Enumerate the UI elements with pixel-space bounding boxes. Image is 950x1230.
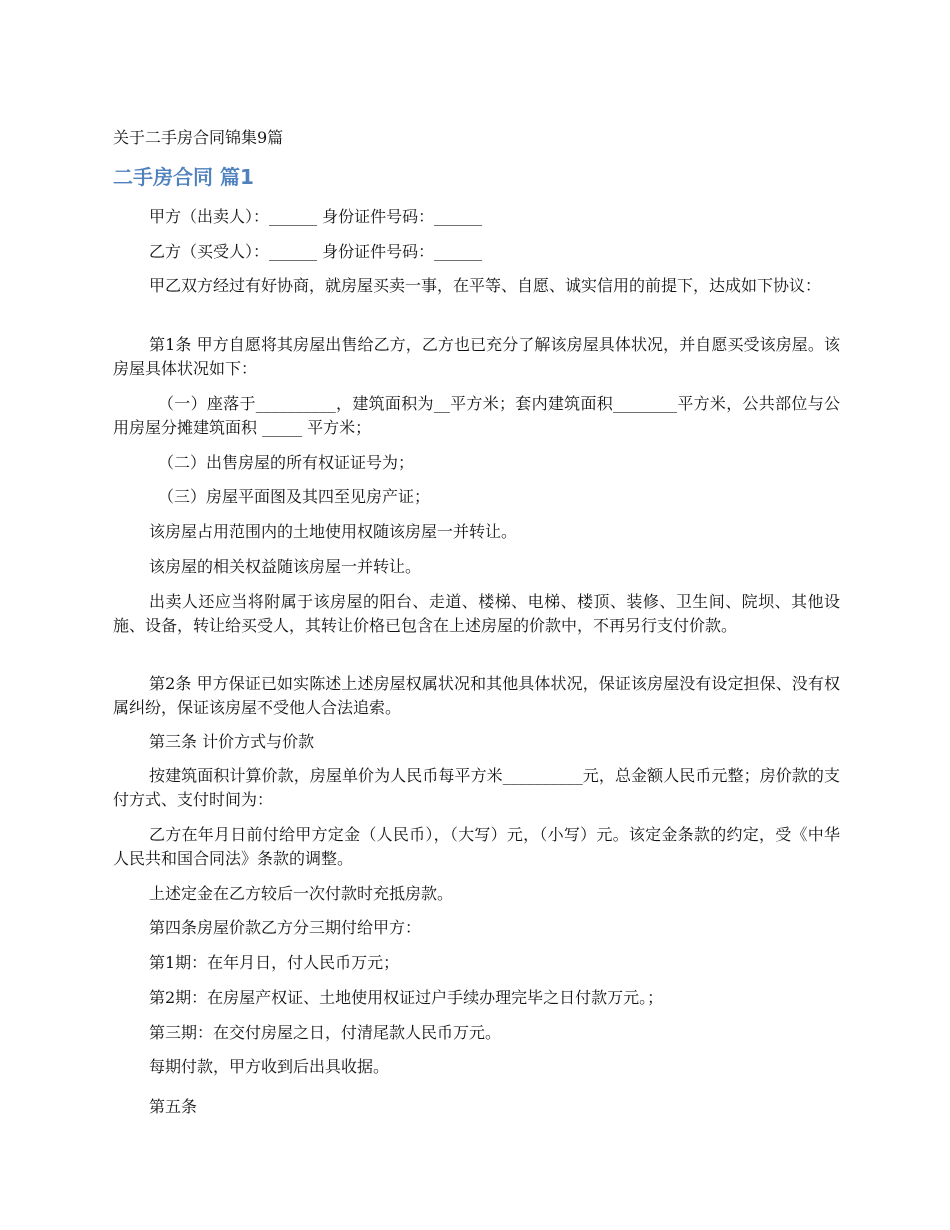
party-a-line: 甲方（出卖人）：______ 身份证件号码：______	[149, 207, 483, 226]
deposit-offset-paragraph: 上述定金在乙方较后一次付款时充抵房款。	[149, 884, 454, 903]
article-2-paragraph: 第2条 甲方保证已如实陈述上述房屋权属状况和其他具体状况，保证该房屋没有设定担保、没有权属纠纷，保证该房屋不受他人合法追索。	[113, 674, 840, 717]
article-5-heading: 第五条	[149, 1097, 198, 1116]
item-1-paragraph: （一）座落于__________，建筑面积为__平方米；套内建筑面积________平方米，公共部位与公用房屋分摊建筑面积 _____ 平方米；	[113, 394, 840, 437]
item-3-paragraph: （三）房屋平面图及其四至见房产证；	[158, 487, 431, 506]
document-title: 关于二手房合同锦集9篇	[113, 128, 284, 147]
pricing-paragraph: 按建筑面积计算价款，房屋单价为人民币每平方米__________元，总金额人民币元整；房价款的支付方式、支付时间为：	[113, 766, 840, 809]
installment-2-paragraph: 第2期：在房屋产权证、土地使用权证过户手续办理完毕之日付款万元。；	[149, 988, 664, 1007]
receipt-paragraph: 每期付款，甲方收到后出具收据。	[149, 1057, 390, 1076]
article-3-heading: 第三条 计价方式与价款	[149, 732, 315, 751]
section-heading: 二手房合同 篇1	[113, 165, 254, 189]
agreement-intro-paragraph: 甲乙双方经过有好协商，就房屋买卖一事，在平等、自愿、诚实信用的前提下，达成如下协议：	[149, 276, 822, 295]
installment-3-paragraph: 第三期：在交付房屋之日，付清尾款人民币万元。	[149, 1023, 502, 1042]
party-b-line: 乙方（买受人）：______ 身份证件号码：______	[149, 242, 483, 261]
related-rights-paragraph: 该房屋的相关权益随该房屋一并转让。	[149, 557, 422, 576]
item-2-paragraph: （二）出售房屋的所有权证证号为；	[158, 453, 415, 472]
article-4-heading: 第四条房屋价款乙方分三期付给甲方：	[149, 918, 422, 937]
deposit-paragraph: 乙方在年月日前付给甲方定金（人民币），（大写）元，（小写）元。该定金条款的约定，受《中华人民共和国合同法》条款的调整。	[113, 825, 840, 868]
article-1-paragraph: 第1条 甲方自愿将其房屋出售给乙方，乙方也已充分了解该房屋具体状况，并自愿买受该房屋。该房屋具体状况如下：	[113, 335, 840, 378]
attached-facilities-paragraph: 出卖人还应当将附属于该房屋的阳台、走道、楼梯、电梯、楼顶、装修、卫生间、院坝、其他设施、设备，转让给买受人，其转让价格已包含在上述房屋的价款中，不再另行支付价款。	[113, 592, 840, 635]
land-use-paragraph: 该房屋占用范围内的土地使用权随该房屋一并转让。	[149, 522, 518, 541]
installment-1-paragraph: 第1期：在年月日，付人民币万元；	[149, 953, 400, 972]
